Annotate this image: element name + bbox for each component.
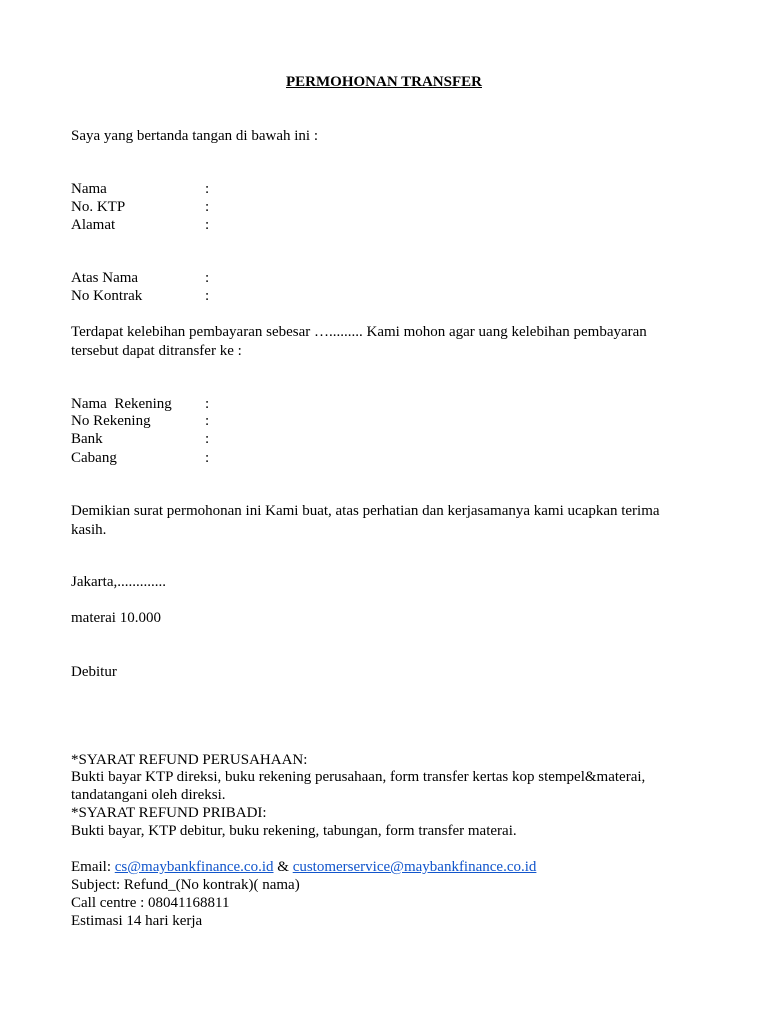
field-colon: : bbox=[205, 431, 210, 447]
field-alamat bbox=[71, 216, 209, 234]
email-line bbox=[71, 858, 536, 876]
email-link-cs[interactable]: cs@maybankfinance.co.id bbox=[114, 859, 274, 875]
company-requirements-text: Bukti bayar KTP direksi, buku rekening perusahaan, form transfer kertas kop stempel&materai, tandatangani oleh direksi. bbox=[71, 769, 646, 803]
call-centre-line: Call centre : 08041168811 bbox=[71, 895, 230, 911]
field-colon: : bbox=[205, 217, 210, 233]
field-colon: : bbox=[205, 413, 210, 429]
email-link-customerservice[interactable]: customerservice@maybankfinance.co.id bbox=[292, 859, 537, 875]
field-label: Alamat bbox=[71, 217, 116, 233]
field-colon: : bbox=[205, 396, 210, 412]
field-label: Cabang bbox=[71, 450, 117, 466]
stamp-note: materai 10.000 bbox=[71, 610, 161, 626]
field-no-kontrak bbox=[71, 287, 209, 305]
email-label: Email: bbox=[71, 859, 115, 875]
field-colon: : bbox=[205, 270, 210, 286]
field-label: Nama bbox=[71, 181, 107, 197]
personal-requirements-heading: *SYARAT REFUND PRIBADI: bbox=[71, 805, 267, 821]
company-requirements-heading: *SYARAT REFUND PERUSAHAAN: bbox=[71, 752, 308, 768]
field-label: Atas Nama bbox=[71, 270, 139, 286]
field-colon: : bbox=[205, 181, 210, 197]
field-no-ktp bbox=[71, 198, 209, 216]
field-label: Nama Rekening bbox=[71, 396, 172, 412]
field-cabang bbox=[71, 449, 209, 467]
field-label: No Rekening bbox=[71, 413, 151, 429]
signatory-label: Debitur bbox=[71, 664, 117, 680]
field-colon: : bbox=[205, 450, 210, 466]
field-no-rekening bbox=[71, 412, 209, 430]
field-label: Bank bbox=[71, 431, 103, 447]
estimate-line: Estimasi 14 hari kerja bbox=[71, 913, 203, 929]
field-atas-nama bbox=[71, 269, 209, 287]
email-separator: & bbox=[273, 859, 293, 875]
field-label: No Kontrak bbox=[71, 288, 143, 304]
field-bank bbox=[71, 430, 209, 448]
page-title: PERMOHONAN TRANSFER bbox=[286, 74, 482, 90]
subject-line: Subject: Refund_(No kontrak)( nama) bbox=[71, 877, 300, 893]
field-colon: : bbox=[205, 199, 210, 215]
field-nama-rekening bbox=[71, 395, 209, 413]
field-colon: : bbox=[205, 288, 210, 304]
closing-paragraph: Demikian surat permohonan ini Kami buat, atas perhatian dan kerjasamanya kami ucapkan terima kasih. bbox=[71, 503, 660, 538]
field-label: No. KTP bbox=[71, 199, 126, 215]
intro-text: Saya yang bertanda tangan di bawah ini : bbox=[71, 128, 319, 144]
field-nama bbox=[71, 180, 209, 198]
overpayment-paragraph: Terdapat kelebihan pembayaran sebesar …......... Kami mohon agar uang kelebihan pembayaran tersebut dapat ditransfer ke : bbox=[71, 324, 647, 359]
personal-requirements-text: Bukti bayar, KTP debitur, buku rekening, tabungan, form transfer materai. bbox=[71, 823, 517, 839]
place-date: Jakarta,............. bbox=[71, 574, 166, 590]
